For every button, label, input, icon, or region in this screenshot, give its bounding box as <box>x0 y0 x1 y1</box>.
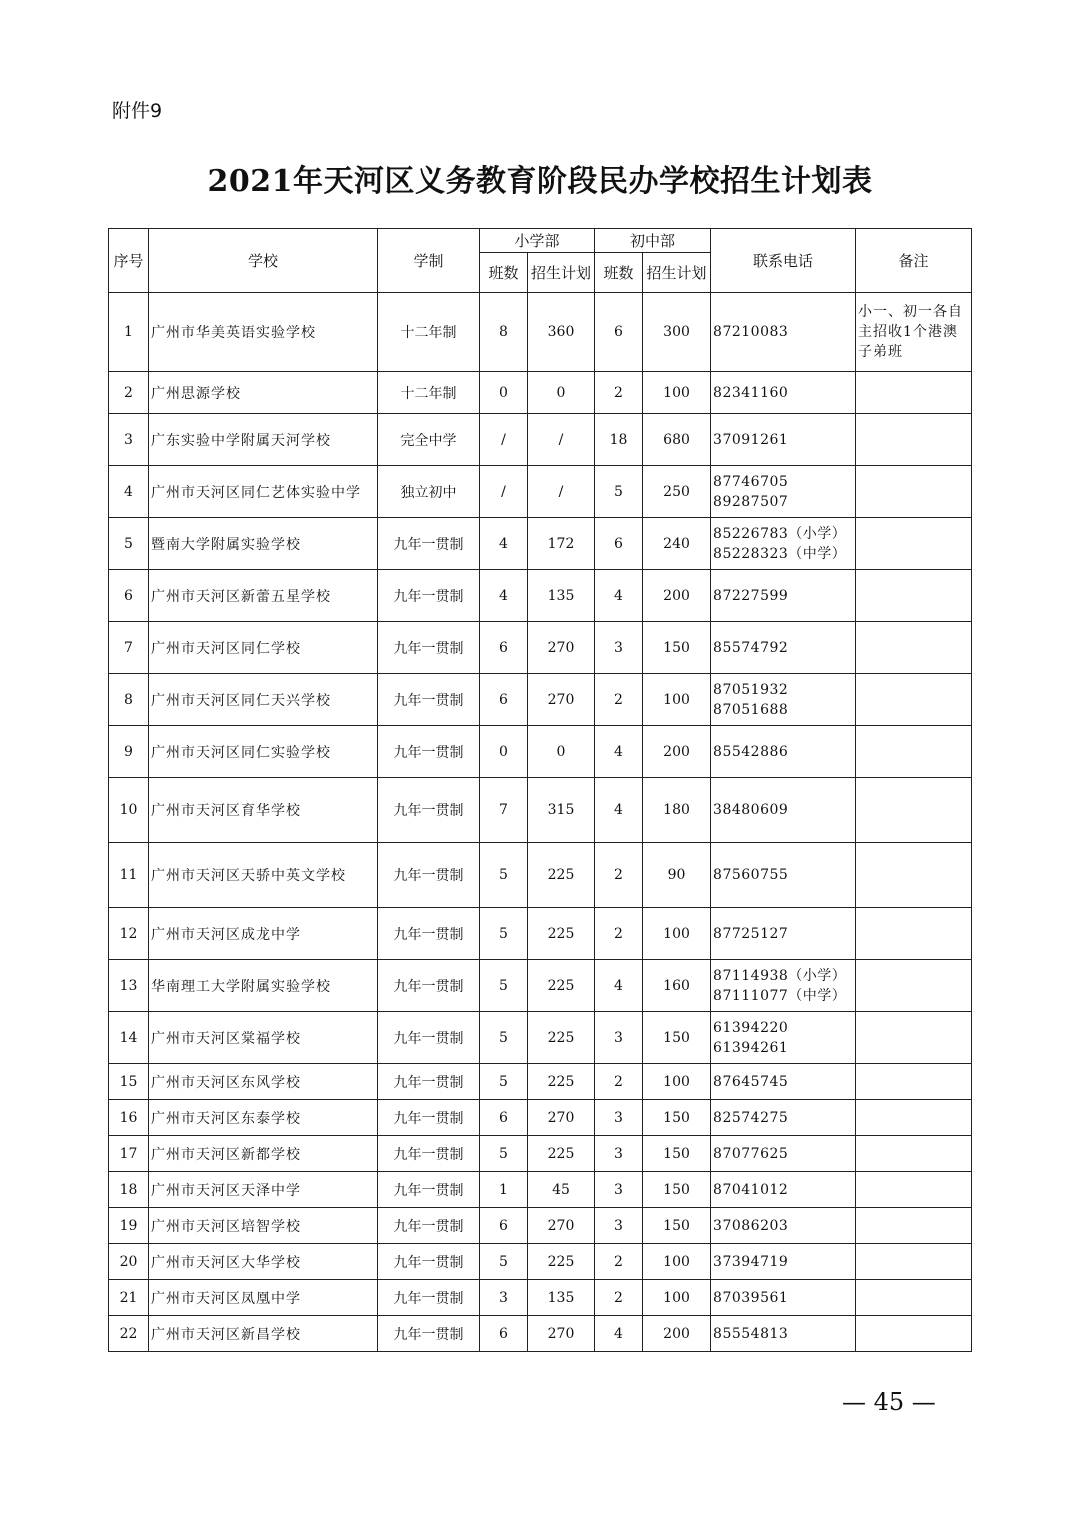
school-name: 广州思源学校 <box>149 372 378 414</box>
row-number: 3 <box>109 414 149 466</box>
phone-number: 38480609 <box>713 802 789 818</box>
school-name: 华南理工大学附属实验学校 <box>149 960 378 1012</box>
contact-phone <box>711 518 856 570</box>
table-row <box>109 1012 972 1064</box>
remark: 小一、初一各自主招收1个港澳子弟班 <box>856 293 972 372</box>
header-primary: 小学部 <box>480 229 595 253</box>
phone-number: 87039561 <box>713 1289 789 1306</box>
table-row <box>109 1100 972 1136</box>
table-row <box>109 1244 972 1280</box>
contact-phone <box>711 1100 856 1136</box>
row-number: 4 <box>109 466 149 518</box>
primary-plan: 135 <box>528 1280 595 1316</box>
contact-phone <box>711 1244 856 1280</box>
phone-number: 85226783（小学） <box>713 525 847 542</box>
school-system: 九年一贯制 <box>378 1208 480 1244</box>
primary-plan: 135 <box>528 570 595 622</box>
remark <box>856 674 972 726</box>
school-system: 九年一贯制 <box>378 622 480 674</box>
school-name: 广州市天河区培智学校 <box>149 1208 378 1244</box>
phone-number: 82341160 <box>713 384 789 401</box>
junior-plan: 150 <box>643 1208 711 1244</box>
header-school: 学校 <box>149 229 378 293</box>
phone-number: 87746705 <box>713 473 789 490</box>
table-row <box>109 1208 972 1244</box>
junior-plan: 680 <box>643 414 711 466</box>
phone-number: 87645745 <box>713 1073 789 1090</box>
contact-phone <box>711 1064 856 1100</box>
primary-plan: 0 <box>528 372 595 414</box>
phone-number: 37091261 <box>713 431 789 448</box>
remark <box>856 843 972 908</box>
junior-plan: 200 <box>643 570 711 622</box>
table-row <box>109 372 972 414</box>
contact-phone <box>711 570 856 622</box>
table-row <box>109 1064 972 1100</box>
junior-plan: 240 <box>643 518 711 570</box>
junior-classes: 2 <box>595 908 643 960</box>
junior-classes: 2 <box>595 1244 643 1280</box>
remark <box>856 1172 972 1208</box>
phone-number: 85542886 <box>713 743 789 760</box>
header-seq: 序号 <box>109 229 149 293</box>
school-name: 广东实验中学附属天河学校 <box>149 414 378 466</box>
junior-plan: 90 <box>643 843 711 908</box>
junior-classes: 2 <box>595 1280 643 1316</box>
junior-classes: 6 <box>595 518 643 570</box>
primary-plan: 270 <box>528 1316 595 1352</box>
school-system: 十二年制 <box>378 293 480 372</box>
primary-classes: 1 <box>480 1172 528 1208</box>
junior-classes: 3 <box>595 1172 643 1208</box>
remark <box>856 1244 972 1280</box>
school-system: 九年一贯制 <box>378 908 480 960</box>
remark <box>856 1064 972 1100</box>
school-system: 九年一贯制 <box>378 1100 480 1136</box>
contact-phone <box>711 414 856 466</box>
junior-classes: 4 <box>595 960 643 1012</box>
junior-plan: 100 <box>643 674 711 726</box>
table-row <box>109 960 972 1012</box>
junior-classes: 2 <box>595 843 643 908</box>
school-system: 九年一贯制 <box>378 843 480 908</box>
junior-classes: 4 <box>595 726 643 778</box>
primary-classes: / <box>480 466 528 518</box>
junior-classes: 2 <box>595 1064 643 1100</box>
contact-phone <box>711 726 856 778</box>
school-system: 九年一贯制 <box>378 1136 480 1172</box>
junior-classes: 2 <box>595 674 643 726</box>
primary-classes: 5 <box>480 1244 528 1280</box>
primary-plan: 225 <box>528 1136 595 1172</box>
phone-number: 87041012 <box>713 1181 789 1198</box>
contact-phone <box>711 1012 856 1064</box>
primary-plan: 270 <box>528 1208 595 1244</box>
school-system: 九年一贯制 <box>378 1280 480 1316</box>
school-name: 广州市天河区同仁实验学校 <box>149 726 378 778</box>
phone-number: 85228323（中学） <box>713 545 847 562</box>
phone-number: 61394261 <box>713 1039 789 1056</box>
row-number: 10 <box>109 778 149 843</box>
primary-classes: 5 <box>480 908 528 960</box>
phone-number: 85574792 <box>713 639 789 656</box>
phone-number: 87077625 <box>713 1145 789 1162</box>
junior-classes: 4 <box>595 778 643 843</box>
primary-classes: 0 <box>480 726 528 778</box>
page-title: 2021年天河区义务教育阶段民办学校招生计划表 <box>207 164 873 199</box>
junior-classes: 3 <box>595 1208 643 1244</box>
junior-plan: 100 <box>643 1244 711 1280</box>
primary-classes: 0 <box>480 372 528 414</box>
phone-number: 87560755 <box>713 867 789 883</box>
school-name: 广州市天河区东泰学校 <box>149 1100 378 1136</box>
contact-phone <box>711 674 856 726</box>
header-phone: 联系电话 <box>711 229 856 293</box>
table-row <box>109 622 972 674</box>
junior-plan: 300 <box>643 293 711 372</box>
remark <box>856 466 972 518</box>
phone-number: 87210083 <box>713 324 789 340</box>
row-number: 12 <box>109 908 149 960</box>
table-row <box>109 293 972 372</box>
primary-classes: 8 <box>480 293 528 372</box>
row-number: 5 <box>109 518 149 570</box>
school-name: 广州市天河区天泽中学 <box>149 1172 378 1208</box>
row-number: 14 <box>109 1012 149 1064</box>
row-number: 17 <box>109 1136 149 1172</box>
school-system: 独立初中 <box>378 466 480 518</box>
primary-classes: 6 <box>480 1316 528 1352</box>
phone-number: 61394220 <box>713 1019 789 1036</box>
phone-number: 37086203 <box>713 1217 789 1234</box>
remark <box>856 1100 972 1136</box>
enrollment-plan-table <box>108 228 972 1352</box>
remark <box>856 1208 972 1244</box>
table-row <box>109 466 972 518</box>
junior-classes: 3 <box>595 1136 643 1172</box>
junior-plan: 150 <box>643 1100 711 1136</box>
junior-classes: 18 <box>595 414 643 466</box>
row-number: 2 <box>109 372 149 414</box>
school-name: 广州市天河区大华学校 <box>149 1244 378 1280</box>
primary-classes: 6 <box>480 1100 528 1136</box>
row-number: 16 <box>109 1100 149 1136</box>
remark <box>856 726 972 778</box>
junior-plan: 150 <box>643 622 711 674</box>
school-system: 九年一贯制 <box>378 1012 480 1064</box>
contact-phone <box>711 1280 856 1316</box>
school-name: 广州市天河区凤凰中学 <box>149 1280 378 1316</box>
primary-plan: 172 <box>528 518 595 570</box>
primary-plan: 270 <box>528 622 595 674</box>
remark <box>856 414 972 466</box>
row-number: 7 <box>109 622 149 674</box>
row-number: 21 <box>109 1280 149 1316</box>
primary-plan: / <box>528 414 595 466</box>
school-name: 广州市天河区育华学校 <box>149 778 378 843</box>
school-name: 广州市天河区新都学校 <box>149 1136 378 1172</box>
remark <box>856 1136 972 1172</box>
school-name: 广州市华美英语实验学校 <box>149 293 378 372</box>
remark <box>856 372 972 414</box>
row-number: 22 <box>109 1316 149 1352</box>
phone-number: 87051932 <box>713 681 789 698</box>
row-number: 19 <box>109 1208 149 1244</box>
primary-plan: 225 <box>528 1244 595 1280</box>
primary-plan: 0 <box>528 726 595 778</box>
contact-phone <box>711 843 856 908</box>
junior-classes: 3 <box>595 1012 643 1064</box>
school-name: 广州市天河区新蕾五星学校 <box>149 570 378 622</box>
primary-plan: 270 <box>528 674 595 726</box>
primary-classes: 7 <box>480 778 528 843</box>
row-number: 20 <box>109 1244 149 1280</box>
junior-plan: 150 <box>643 1136 711 1172</box>
header-primary-plan: 招生计划 <box>528 253 595 293</box>
remark <box>856 908 972 960</box>
junior-classes: 4 <box>595 1316 643 1352</box>
row-number: 8 <box>109 674 149 726</box>
junior-plan: 250 <box>643 466 711 518</box>
junior-plan: 180 <box>643 778 711 843</box>
junior-plan: 160 <box>643 960 711 1012</box>
school-name: 广州市天河区成龙中学 <box>149 908 378 960</box>
school-system: 九年一贯制 <box>378 518 480 570</box>
table-row <box>109 674 972 726</box>
remark <box>856 1316 972 1352</box>
primary-classes: 5 <box>480 1012 528 1064</box>
primary-plan: 225 <box>528 1012 595 1064</box>
junior-classes: 2 <box>595 372 643 414</box>
school-name: 广州市天河区同仁艺体实验中学 <box>149 466 378 518</box>
contact-phone <box>711 466 856 518</box>
remark <box>856 518 972 570</box>
row-number: 1 <box>109 293 149 372</box>
table-row <box>109 1316 972 1352</box>
contact-phone <box>711 960 856 1012</box>
row-number: 11 <box>109 843 149 908</box>
phone-number: 82574275 <box>713 1109 789 1126</box>
primary-classes: / <box>480 414 528 466</box>
primary-plan: 225 <box>528 908 595 960</box>
header-junior-classes: 班数 <box>595 253 643 293</box>
primary-classes: 6 <box>480 622 528 674</box>
school-system: 九年一贯制 <box>378 726 480 778</box>
table-row <box>109 1136 972 1172</box>
phone-number: 87114938（小学） <box>713 967 847 984</box>
school-system: 九年一贯制 <box>378 778 480 843</box>
header-junior-plan: 招生计划 <box>643 253 711 293</box>
school-system: 九年一贯制 <box>378 674 480 726</box>
primary-plan: 225 <box>528 960 595 1012</box>
junior-classes: 4 <box>595 570 643 622</box>
school-system: 十二年制 <box>378 372 480 414</box>
remark <box>856 960 972 1012</box>
phone-number: 37394719 <box>713 1253 789 1270</box>
junior-plan: 100 <box>643 1280 711 1316</box>
primary-plan: / <box>528 466 595 518</box>
primary-plan: 360 <box>528 293 595 372</box>
primary-classes: 4 <box>480 570 528 622</box>
table-row <box>109 1172 972 1208</box>
phone-number: 85554813 <box>713 1325 789 1342</box>
primary-classes: 5 <box>480 1064 528 1100</box>
page-number: — 45 — <box>842 1388 936 1416</box>
primary-classes: 6 <box>480 674 528 726</box>
school-name: 暨南大学附属实验学校 <box>149 518 378 570</box>
row-number: 6 <box>109 570 149 622</box>
header-junior: 初中部 <box>595 229 711 253</box>
junior-plan: 150 <box>643 1172 711 1208</box>
school-name: 广州市天河区新昌学校 <box>149 1316 378 1352</box>
school-system: 九年一贯制 <box>378 1064 480 1100</box>
school-name: 广州市天河区天骄中英文学校 <box>149 843 378 908</box>
contact-phone <box>711 1136 856 1172</box>
row-number: 18 <box>109 1172 149 1208</box>
table-body <box>109 293 972 1352</box>
junior-plan: 150 <box>643 1012 711 1064</box>
primary-classes: 5 <box>480 1136 528 1172</box>
school-name: 广州市天河区棠福学校 <box>149 1012 378 1064</box>
header-note: 备注 <box>856 229 972 293</box>
table-row <box>109 518 972 570</box>
header-primary-classes: 班数 <box>480 253 528 293</box>
remark <box>856 778 972 843</box>
contact-phone <box>711 908 856 960</box>
primary-plan: 270 <box>528 1100 595 1136</box>
primary-classes: 4 <box>480 518 528 570</box>
table-row <box>109 570 972 622</box>
school-name: 广州市天河区东风学校 <box>149 1064 378 1100</box>
primary-plan: 225 <box>528 843 595 908</box>
junior-plan: 200 <box>643 726 711 778</box>
junior-classes: 6 <box>595 293 643 372</box>
junior-plan: 100 <box>643 908 711 960</box>
contact-phone <box>711 293 856 372</box>
school-name: 广州市天河区同仁学校 <box>149 622 378 674</box>
table-row <box>109 908 972 960</box>
junior-plan: 100 <box>643 1064 711 1100</box>
contact-phone <box>711 1208 856 1244</box>
table-row <box>109 1280 972 1316</box>
junior-plan: 100 <box>643 372 711 414</box>
primary-classes: 3 <box>480 1280 528 1316</box>
primary-classes: 5 <box>480 960 528 1012</box>
school-system: 九年一贯制 <box>378 1316 480 1352</box>
table-row <box>109 726 972 778</box>
table-row <box>109 414 972 466</box>
school-name: 广州市天河区同仁天兴学校 <box>149 674 378 726</box>
contact-phone <box>711 1316 856 1352</box>
primary-plan: 225 <box>528 1064 595 1100</box>
junior-plan: 200 <box>643 1316 711 1352</box>
phone-number: 87227599 <box>713 587 789 604</box>
school-system: 完全中学 <box>378 414 480 466</box>
primary-plan: 45 <box>528 1172 595 1208</box>
remark <box>856 570 972 622</box>
contact-phone <box>711 372 856 414</box>
remark <box>856 1012 972 1064</box>
junior-classes: 3 <box>595 622 643 674</box>
primary-classes: 5 <box>480 843 528 908</box>
school-system: 九年一贯制 <box>378 1172 480 1208</box>
phone-number: 89287507 <box>713 493 789 510</box>
remark <box>856 622 972 674</box>
row-number: 13 <box>109 960 149 1012</box>
junior-classes: 3 <box>595 1100 643 1136</box>
row-number: 9 <box>109 726 149 778</box>
school-system: 九年一贯制 <box>378 570 480 622</box>
table-row <box>109 778 972 843</box>
row-number: 15 <box>109 1064 149 1100</box>
school-system: 九年一贯制 <box>378 1244 480 1280</box>
attachment-label: 附件9 <box>112 100 163 122</box>
primary-classes: 6 <box>480 1208 528 1244</box>
phone-number: 87725127 <box>713 925 789 942</box>
header-system: 学制 <box>378 229 480 293</box>
table-row <box>109 843 972 908</box>
phone-number: 87111077（中学） <box>713 987 847 1004</box>
contact-phone <box>711 622 856 674</box>
contact-phone <box>711 778 856 843</box>
junior-classes: 5 <box>595 466 643 518</box>
remark <box>856 1280 972 1316</box>
phone-number: 87051688 <box>713 701 789 718</box>
school-system: 九年一贯制 <box>378 960 480 1012</box>
contact-phone <box>711 1172 856 1208</box>
primary-plan: 315 <box>528 778 595 843</box>
